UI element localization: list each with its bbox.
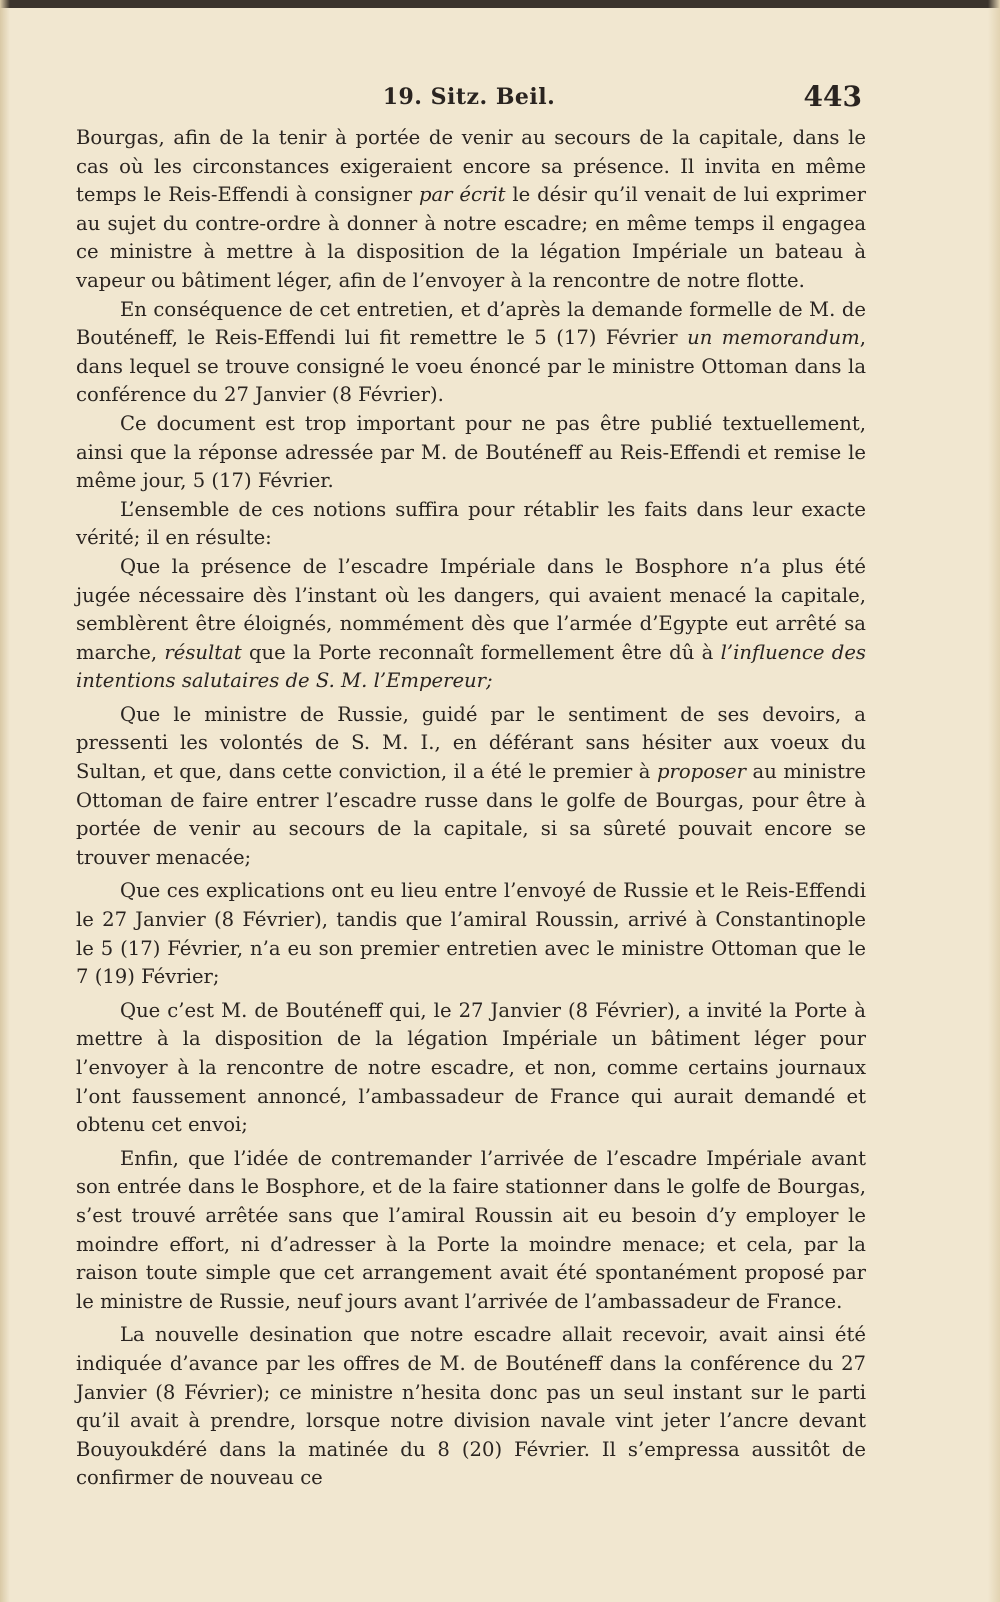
text-run: Que ces explications ont eu lieu entre l’envoyé de Russie et le Reis-Effendi le 27 Janvier (8 Février), tandis que l’amiral Roussin, arrivé à Constantinople le 5 (17) Février, n’a eu son premier entretien avec le ministre Ottoman que le 7 (19) Février;	[76, 879, 866, 989]
running-head: 19. Sitz. Beil.	[382, 84, 556, 110]
text-run: Ce document est trop important pour ne pas être publié textuellement, ainsi que la réponse adressée par M. de Bouténeff au Reis-Effendi et remise le même jour, 5 (17) Février.	[76, 411, 866, 493]
text-run: L’ensemble de ces notions suffira pour rétablir les faits dans leur exacte vérité; il en résulte:	[76, 497, 866, 550]
text-run: au ministre Ottoman de faire entrer l’escadre russe dans le golfe de Bourgas, pour être à portée de venir au secours de la capitale, si sa sûreté pouvait encore se trouver menacée;	[76, 760, 866, 869]
paragraph	[76, 124, 866, 296]
page-left-edge	[0, 0, 10, 1602]
emphasis: proposer	[656, 760, 747, 784]
page-number: 443	[803, 80, 862, 113]
emphasis: l’influence des intentions salutaires de S. M. l’Empereur;	[76, 640, 866, 693]
paragraph	[76, 553, 866, 696]
paragraph	[76, 410, 866, 496]
text-run: Bourgas, afin de la tenir à portée de venir au secours de la capitale, dans le cas où les circonstances exigeraient encore sa présence. Il invita en même temps le Reis-Effendi à consigner	[76, 126, 866, 207]
emphasis: par écrit	[418, 183, 506, 207]
emphasis: résultat	[164, 640, 242, 664]
paragraph	[76, 701, 866, 873]
text-run: Que c’est M. de Bouténeff qui, le 27 Janvier (8 Février), a invité la Porte à mettre à la disposition de la légation Impériale un bâtiment léger pour l’envoyer à la rencontre de notre escadre, et non, comme certains journaux l’ont faussement annoncé, l’ambassadeur de France qui aurait demandé et obtenu cet envoi;	[76, 998, 866, 1137]
body-text	[76, 124, 866, 1493]
paragraph	[76, 877, 866, 991]
page-right-edge	[988, 0, 1000, 1602]
page-header	[76, 76, 862, 120]
text-run: que la Porte reconnaît formellement être dû à	[241, 640, 721, 664]
top-edge-rule	[0, 0, 1000, 8]
paragraph	[76, 997, 866, 1140]
text-run: En conséquence de cet entretien, et d’après la demande formelle de M. de Bouténeff, le Reis-Effendi lui fit remettre le 5 (17) Février	[76, 297, 866, 350]
paragraph	[76, 1145, 866, 1317]
text-run: Que le ministre de Russie, guidé par le sentiment de ses devoirs, a pressenti les volontés de S. M. I., en déférant sans hésiter aux voeux du Sultan, et que, dans cette conviction, il a été le premier à	[76, 702, 866, 784]
paragraph	[76, 496, 866, 553]
text-run: , dans lequel se trouve consigné le voeu énoncé par le ministre Ottoman dans la conférence du 27 Janvier (8 Février).	[76, 326, 866, 407]
text-run: La nouvelle desination que notre escadre allait recevoir, avait ainsi été indiquée d’avance par les offres de M. de Bouténeff dans la conférence du 27 Janvier (8 Février); ce ministre n’hesita donc pas un seul instant sur le parti qu’il avait à prendre, lorsque notre division navale vint jeter l’ancre devant Bouyoukdéré dans la matinée du 8 (20) Février. Il s’empressa aussitôt de confirmer de nouveau ce	[76, 1323, 866, 1490]
paragraph	[76, 1321, 866, 1493]
text-run: Que la présence de l’escadre Impériale dans le Bosphore n’a plus été jugée nécessaire dès l’instant où les dangers, qui avaient menacé la capitale, semblèrent être éloignés, nommément dès que l’armée d’Egypte eut arrêté sa marche,	[76, 554, 866, 664]
text-run: Enfin, que l’idée de contremander l’arrivée de l’escadre Impériale avant son entrée dans le Bosphore, et de la faire stationner dans le golfe de Bourgas, s’est trouvé arrêtée sans que l’amiral Roussin ait eu besoin d’y employer le moindre effort, ni d’adresser à la Porte la moindre menace; et cela, par la raison toute simple que cet arrangement avait été spontanément proposé par le ministre de Russie, neuf jours avant l’arrivée de l’ambassadeur de France.	[76, 1146, 866, 1313]
paragraph	[76, 296, 866, 410]
text-run: le désir qu’il venait de lui exprimer au sujet du contre-ordre à donner à notre escadre; en même temps il engagea ce ministre à mettre à la disposition de la légation Impériale un bateau à vapeur ou bâtiment léger, afin de l’envoyer à la rencontre de notre flotte.	[76, 183, 866, 292]
emphasis: un memorandum	[687, 326, 860, 350]
